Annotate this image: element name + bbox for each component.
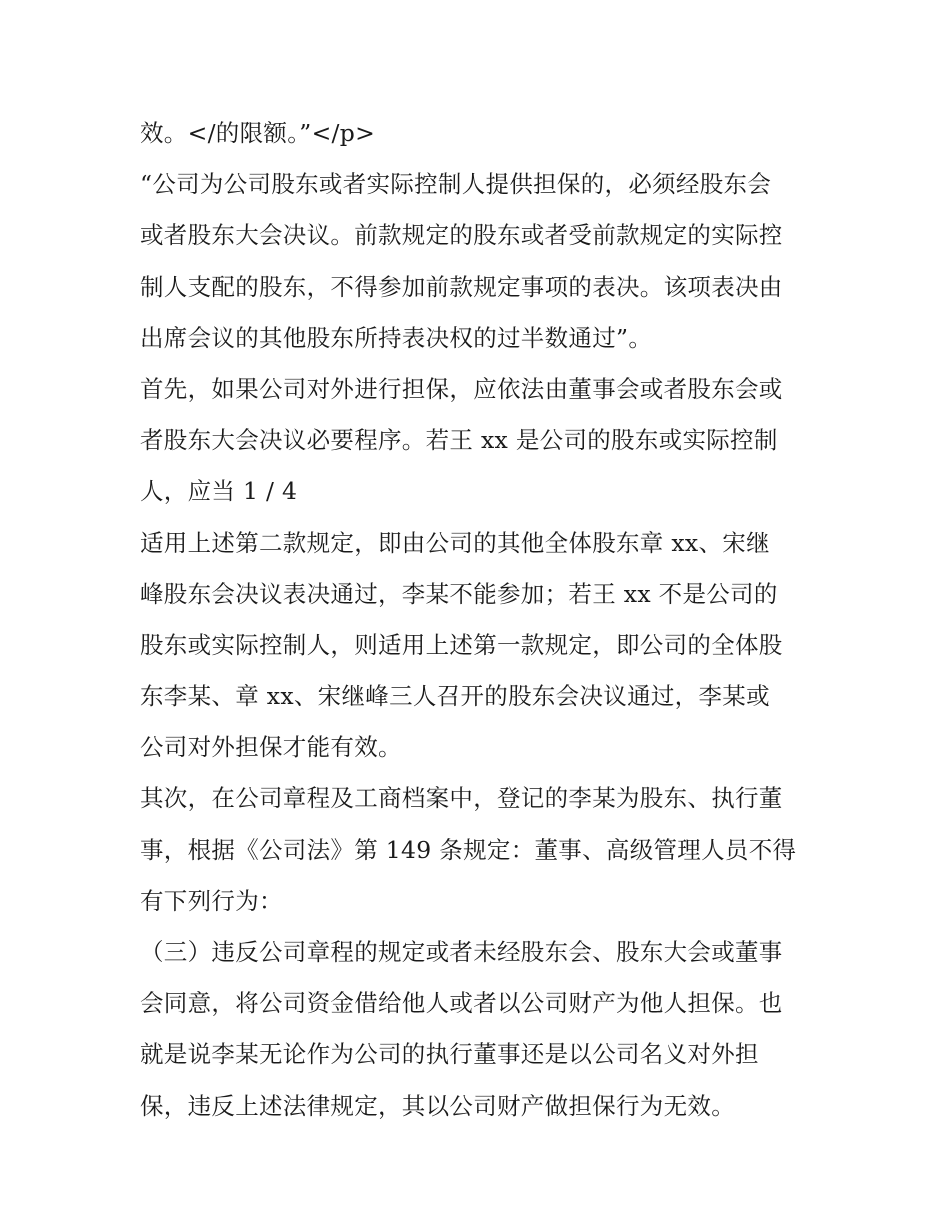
text-line: 其次，在公司章程及工商档案中，登记的李某为股东、执行董 (140, 784, 783, 813)
text-line: 首先，如果公司对外进行担保，应依法由董事会或者股东会或 (140, 374, 783, 403)
text-line: 者股东大会决议必要程序。若王 xx 是公司的股东或实际控制 (140, 426, 778, 455)
text-line: 东李某、章 xx、宋继峰三人召开的股东会决议通过，李某或 (140, 682, 770, 711)
text-line: 出席会议的其他股东所持表决权的过半数通过”。 (140, 323, 653, 352)
text-line: “公司为公司股东或者实际控制人提供担保的，必须经股东会 (140, 170, 772, 199)
text-line: （三）违反公司章程的规定或者未经股东会、股东大会或董事 (140, 938, 783, 966)
text-line: 就是说李某无论作为公司的执行董事还是以公司名义对外担 (140, 1040, 759, 1069)
text-line: 会同意，将公司资金借给他人或者以公司财产为他人担保。也 (140, 989, 783, 1018)
text-line: 制人支配的股东，不得参加前款规定事项的表决。该项表决由 (140, 272, 783, 301)
text-line: 或者股东大会决议。前款规定的股东或者受前款规定的实际控 (140, 221, 783, 250)
text-line: 有下列行为： (140, 886, 283, 915)
text-line: 峰股东会决议表决通过，李某不能参加；若王 xx 不是公司的 (140, 579, 778, 608)
text-line: 公司对外担保才能有效。 (140, 733, 402, 762)
text-line: 保，违反上述法律规定，其以公司财产做担保行为无效。 (140, 1091, 735, 1120)
text-line: 事，根据《公司法》第 149 条规定：董事、高级管理人员不得 (140, 835, 797, 864)
text-line: 适用上述第二款规定，即由公司的其他全体股东章 xx、宋继 (140, 528, 770, 557)
text-line: 股东或实际控制人，则适用上述第一款规定，即公司的全体股 (140, 630, 783, 659)
text-line: 效。</的限额。”</p> (140, 119, 376, 147)
document-body (140, 108, 820, 1132)
text-line: 人，应当 1 / 4 (140, 477, 298, 506)
